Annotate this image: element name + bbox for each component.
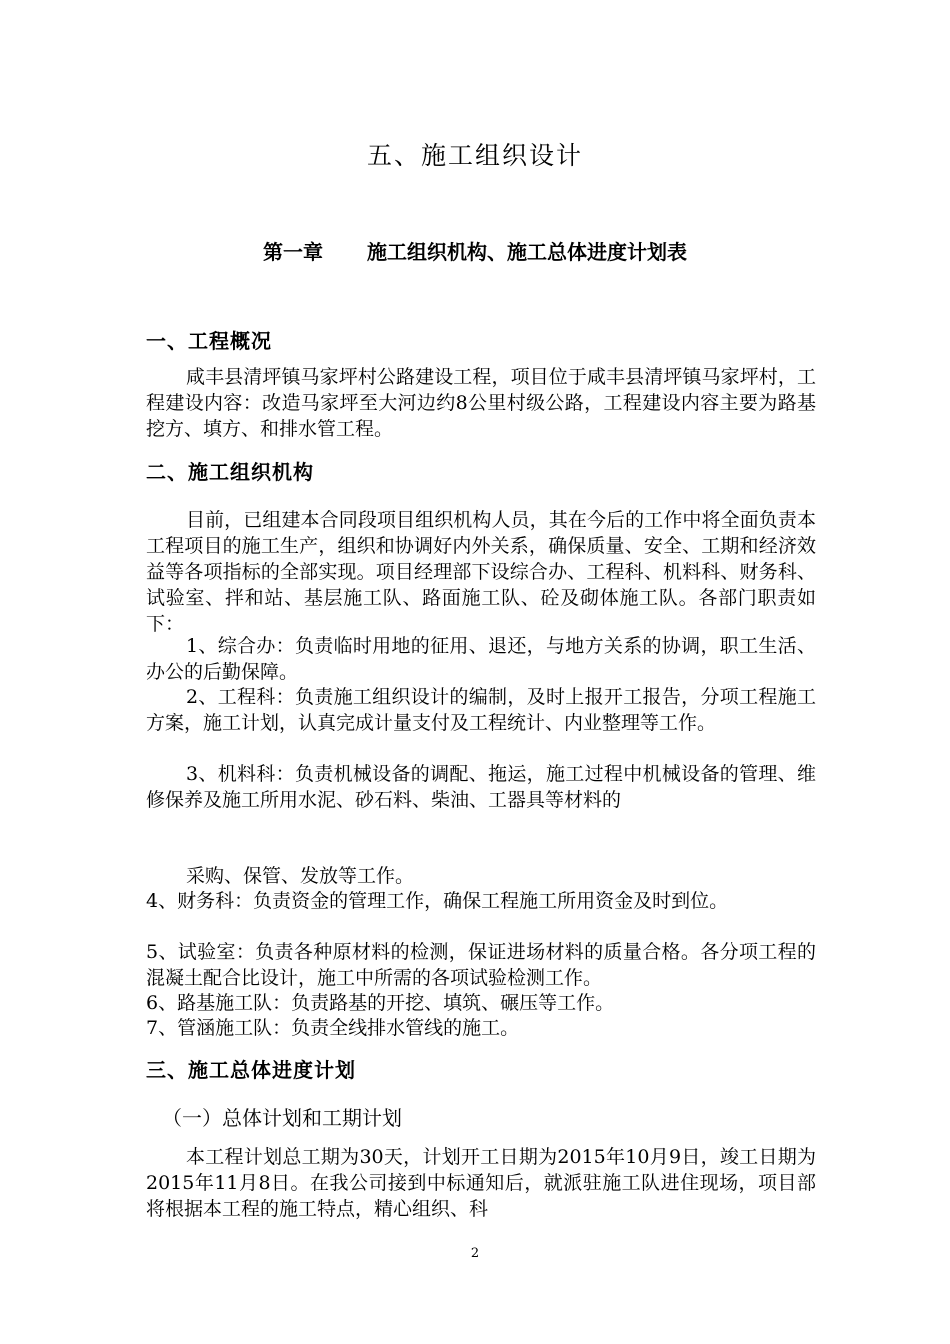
duty-item-3-continued: 采购、保管、发放等工作。 xyxy=(186,865,415,887)
duty-item-6: 6、路基施工队：负责路基的开挖、填筑、碾压等工作。 xyxy=(146,992,615,1014)
page-number: 2 xyxy=(470,1246,480,1261)
organization-intro-paragraph: 目前，已组建本合同段项目组织机构人员，其在今后的工作中将全面负责本工程项目的施工生产，组织和协调好内外关系，确保质量、安全、工期和经济效益等各项指标的全部实现。项目经理部下设综合办、工程科、机料科、财务科、试验室、拌和站、基层施工队、路面施工队、砼及砌体施工队。各部门职责如下： xyxy=(146,509,816,635)
section-heading-organization: 二、施工组织机构 xyxy=(146,460,314,484)
chapter-name: 施工组织机构、施工总体进度计划表 xyxy=(367,240,687,264)
duty-item-5: 5、试验室：负责各种原材料的检测，保证进场材料的质量合格。各分项工程的混凝土配合比设计，施工中所需的各项试验检测工作。 xyxy=(146,941,816,989)
duty-item-2: 2、工程科：负责施工组织设计的编制，及时上报开工报告，分项工程施工方案，施工计划，认真完成计量支付及工程统计、内业整理等工作。 xyxy=(146,686,816,734)
subsection-heading-schedule-plan: （一）总体计划和工期计划 xyxy=(162,1106,402,1130)
overview-paragraph: 咸丰县清坪镇马家坪村公路建设工程，项目位于咸丰县清坪镇马家坪村，工程建设内容：改造马家坪至大河边约8公里村级公路，工程建设内容主要为路基挖方、填方、和排水管工程。 xyxy=(146,366,816,440)
chapter-heading xyxy=(0,236,950,265)
duty-item-7: 7、管涵施工队：负责全线排水管线的施工。 xyxy=(146,1017,520,1039)
duty-item-4: 4、财务科：负责资金的管理工作，确保工程施工所用资金及时到位。 xyxy=(146,890,729,912)
section-heading-overview: 一、工程概况 xyxy=(146,329,272,353)
duty-item-1: 1、综合办：负责临时用地的征用、退还，与地方关系的协调，职工生活、办公的后勤保障。 xyxy=(146,635,816,683)
chapter-number: 第一章 xyxy=(263,240,323,264)
page-title: 五、施工组织设计 xyxy=(366,141,583,170)
duty-item-3: 3、机料科：负责机械设备的调配、拖运，施工过程中机械设备的管理、维修保养及施工所用水泥、砂石料、柴油、工器具等材料的 xyxy=(146,763,816,811)
section-heading-schedule: 三、施工总体进度计划 xyxy=(146,1058,356,1082)
schedule-paragraph: 本工程计划总工期为30天，计划开工日期为2015年10月9日，竣工日期为2015年11月8日。在我公司接到中标通知后，就派驻施工队进住现场，项目部将根据本工程的施工特点，精心组织、科 xyxy=(146,1146,816,1220)
